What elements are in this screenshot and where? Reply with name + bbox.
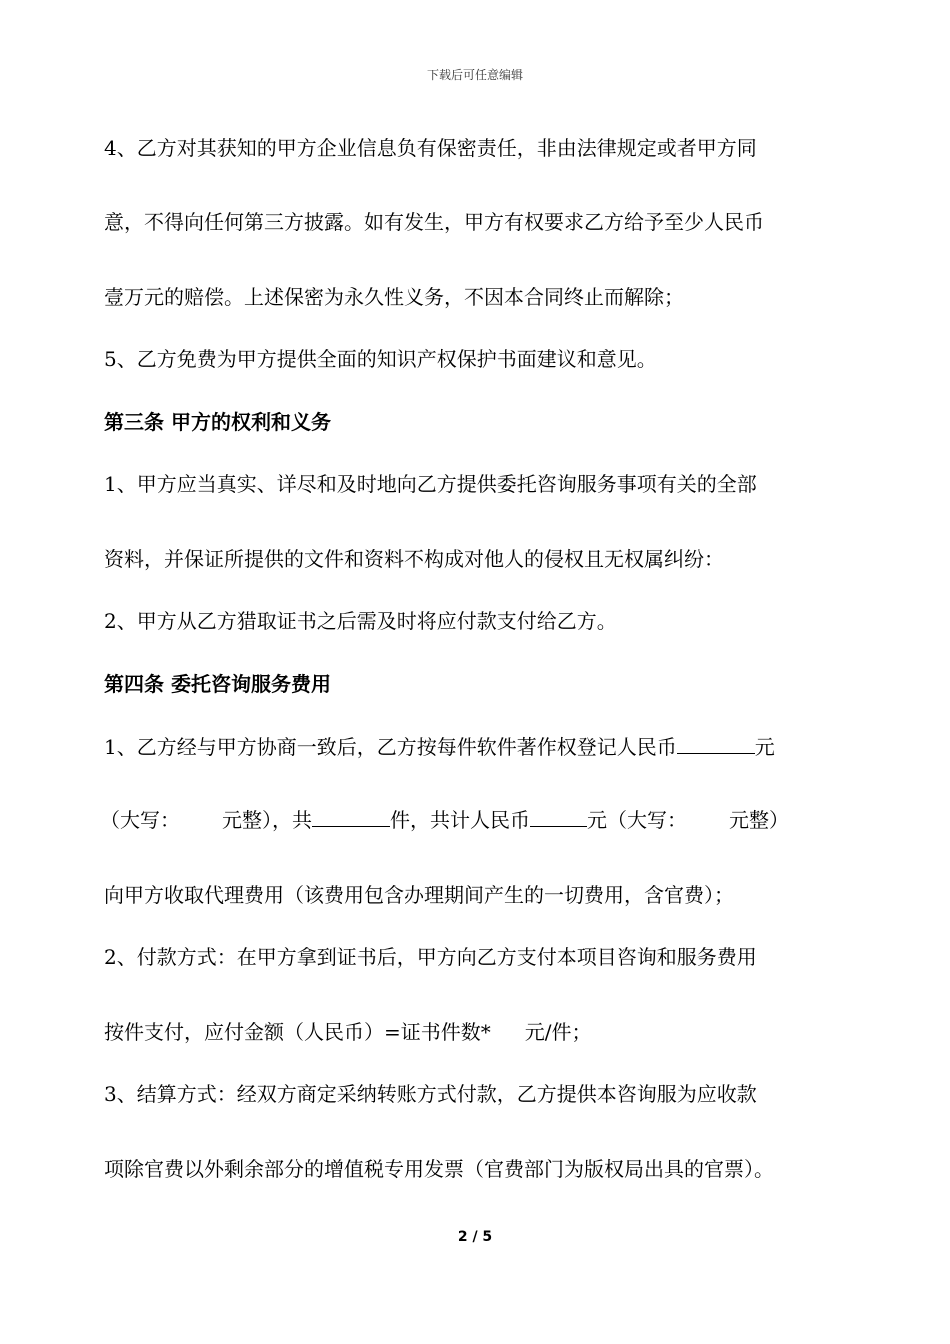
currency-unit-label: 元 <box>754 735 775 759</box>
total-amount-blank[interactable] <box>530 806 587 827</box>
clause-4-item-2-line-1: 2、付款方式：在甲方拿到证书后，甲方向乙方支付本项目咨询和服务费用 <box>104 945 757 969</box>
clause-4-item-1-line-1 <box>104 733 775 761</box>
page-header: 下载后可任意编辑 <box>426 68 523 82</box>
uppercase-label-2: 元（大写： <box>587 808 687 832</box>
clause-2-item-4-line-1: 4、乙方对其获知的甲方企业信息负有保密责任，非由法律规定或者甲方同 <box>104 136 757 160</box>
clause-2-item-4-line-2: 意，不得向任何第三方披露。如有发生，甲方有权要求乙方给予至少人民币 <box>104 210 764 234</box>
total-price-label: 件，共计人民币 <box>390 808 530 832</box>
per-item-unit-label: 元/件； <box>524 1020 592 1044</box>
clause-4-heading: 第四条 委托咨询服务费用 <box>104 672 331 696</box>
uppercase-label-1: （大写： <box>100 808 180 832</box>
clause-3-item-1-line-1: 1、甲方应当真实、详尽和及时地向乙方提供委托咨询服务事项有关的全部 <box>104 472 757 496</box>
clause-4-item-1-line-2 <box>100 806 789 834</box>
clause-4-item-3-line-2: 项除官费以外剩余部分的增值税专用发票（官费部门为版权局出具的官票）。 <box>104 1157 774 1181</box>
clause-4-item-3-line-1: 3、结算方式：经双方商定采纳转账方式付款，乙方提供本咨询服为应收款 <box>104 1082 757 1106</box>
clause-2-item-5: 5、乙方免费为甲方提供全面的知识产权保护书面建议和意见。 <box>104 347 657 371</box>
clause-4-item-1-line-3: 向甲方收取代理费用（该费用包含办理期间产生的一切费用，含官费）； <box>104 883 734 907</box>
clause-2-item-4-line-3: 壹万元的赔偿。上述保密为永久性义务，不因本合同终止而解除； <box>104 285 684 309</box>
unit-price-blank[interactable] <box>677 733 755 754</box>
clause-4-item-2-line-2 <box>104 1018 592 1046</box>
payment-formula-text: 按件支付，应付金额（人民币）=证书件数* <box>104 1020 491 1044</box>
clause-4-item-1-text: 1、乙方经与甲方协商一致后，乙方按每件软件著作权登记人民币 <box>104 735 677 759</box>
clause-3-item-2: 2、甲方从乙方猎取证书之后需及时将应付款支付给乙方。 <box>104 609 617 633</box>
yuan-total-label-2: 元整） <box>729 808 789 832</box>
clause-3-item-1-line-2: 资料，并保证所提供的文件和资料不构成对他人的侵权且无权属纠纷： <box>104 547 724 571</box>
page-number: 2 / 5 <box>457 1229 493 1245</box>
quantity-blank[interactable] <box>312 806 390 827</box>
yuan-total-label-1: 元整），共 <box>222 808 312 832</box>
clause-3-heading: 第三条 甲方的权利和义务 <box>104 410 331 434</box>
